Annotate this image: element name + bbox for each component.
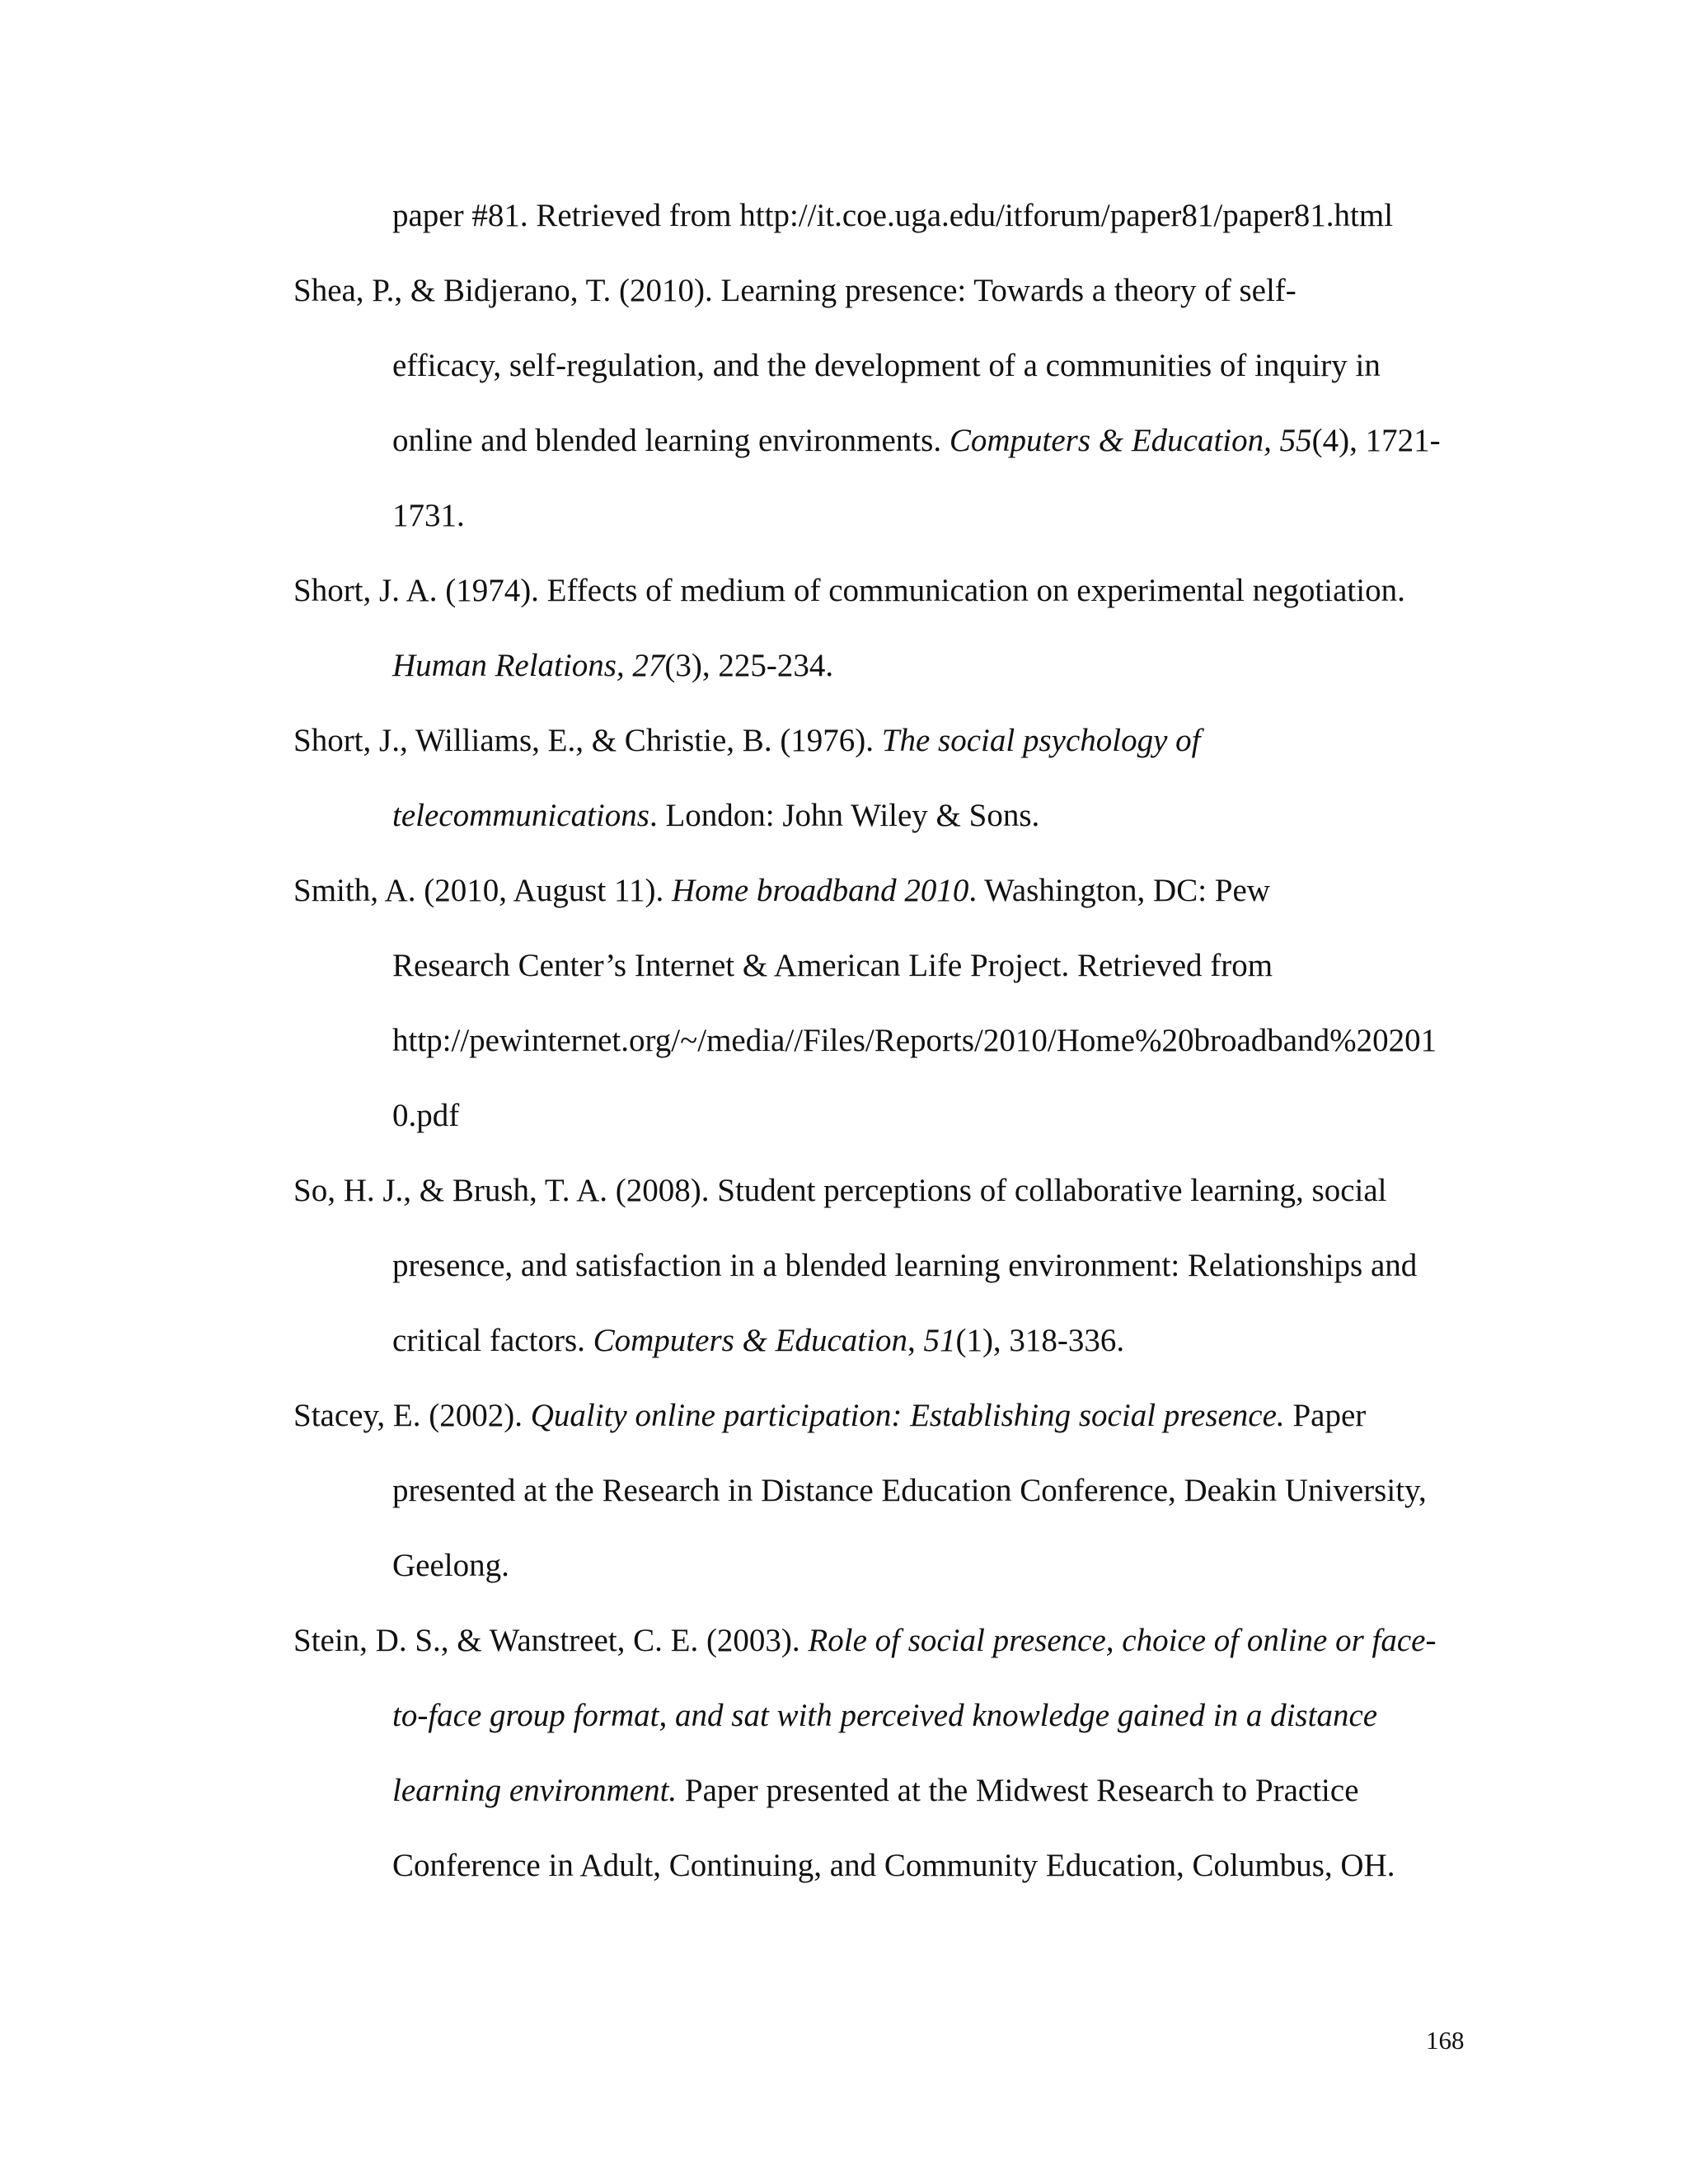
page-number: 168	[1426, 2026, 1465, 2055]
reference-line: efficacy, self-regulation, and the development of a communities of inquiry in	[392, 348, 1381, 383]
reference-line: Short, J. A. (1974). Effects of medium of communication on experimental negotiation.	[293, 573, 1405, 608]
reference-line: http://pewinternet.org/~/media//Files/Reports/2010/Home%20broadband%20201	[392, 1023, 1437, 1058]
reference-line: Stacey, E. (2002). Quality online participation: Establishing social presence. Paper	[293, 1398, 1367, 1433]
reference-line: paper #81. Retrieved from http://it.coe.uga.edu/itforum/paper81/paper81.html	[392, 198, 1394, 233]
reference-line: online and blended learning environments. Computers & Education, 55(4), 1721-	[392, 423, 1441, 458]
reference-line: Shea, P., & Bidjerano, T. (2010). Learning presence: Towards a theory of self-	[293, 273, 1296, 308]
reference-line: So, H. J., & Brush, T. A. (2008). Student perceptions of collaborative learning, social	[293, 1173, 1387, 1208]
reference-line: presence, and satisfaction in a blended learning environment: Relationships and	[392, 1248, 1418, 1283]
reference-line: to-face group format, and sat with perceived knowledge gained in a distance	[392, 1698, 1378, 1733]
reference-line: Short, J., Williams, E., & Christie, B. (1976). The social psychology of	[293, 723, 1201, 758]
reference-line: 1731.	[392, 498, 465, 533]
reference-line: presented at the Research in Distance Education Conference, Deakin University,	[392, 1473, 1427, 1508]
reference-line: Geelong.	[392, 1548, 509, 1583]
reference-line: 0.pdf	[392, 1098, 460, 1133]
reference-line: Smith, A. (2010, August 11). Home broadband 2010. Washington, DC: Pew	[293, 873, 1270, 908]
reference-line: Human Relations, 27(3), 225-234.	[392, 648, 834, 683]
reference-line: Research Center’s Internet & American Life Project. Retrieved from	[392, 948, 1273, 983]
reference-line: Conference in Adult, Continuing, and Community Education, Columbus, OH.	[392, 1848, 1395, 1883]
reference-line: telecommunications. London: John Wiley & Sons.	[392, 798, 1040, 833]
reference-line: learning environment. Paper presented at the Midwest Research to Practice	[392, 1773, 1359, 1808]
reference-line: critical factors. Computers & Education, 51(1), 318-336.	[392, 1323, 1125, 1358]
reference-line: Stein, D. S., & Wanstreet, C. E. (2003). Role of social presence, choice of online or face-	[293, 1623, 1437, 1658]
